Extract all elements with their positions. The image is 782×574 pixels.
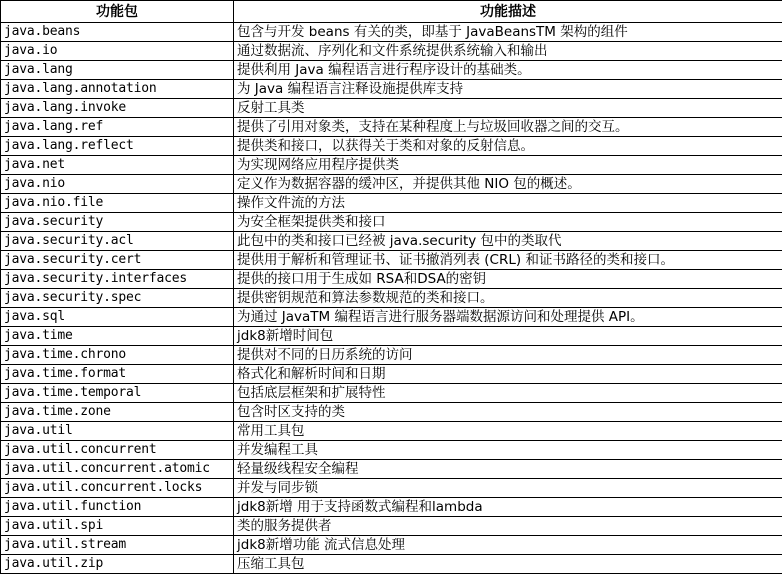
package-description-cell: 为安全框架提供类和接口	[234, 213, 782, 232]
package-description-cell: 为通过 JavaTM 编程语言进行服务器端数据源访问和处理提供 API。	[234, 308, 782, 327]
package-description-cell: jdk8新增时间包	[234, 327, 782, 346]
package-name-cell: java.nio	[1, 175, 234, 194]
package-name-cell: java.security.acl	[1, 232, 234, 251]
package-name-cell: java.security.cert	[1, 251, 234, 270]
package-name-cell: java.util.spi	[1, 517, 234, 536]
package-name-cell: java.security.spec	[1, 289, 234, 308]
package-name-cell: java.util.function	[1, 498, 234, 517]
table-row	[1, 289, 782, 308]
table-row	[1, 403, 782, 422]
table-body	[1, 23, 782, 574]
package-name-cell: java.lang.ref	[1, 118, 234, 137]
package-name-cell: java.time.temporal	[1, 384, 234, 403]
package-description-cell: 为实现网络应用程序提供类	[234, 156, 782, 175]
table-row	[1, 23, 782, 42]
table-row	[1, 422, 782, 441]
table-row	[1, 42, 782, 61]
package-name-cell: java.time.format	[1, 365, 234, 384]
package-description-cell: 包含与开发 beans 有关的类，即基于 JavaBeansTM 架构的组件	[234, 23, 782, 42]
package-name-cell: java.util.concurrent.locks	[1, 479, 234, 498]
table-row	[1, 61, 782, 80]
table-row	[1, 118, 782, 137]
package-description-cell: 定义作为数据容器的缓冲区，并提供其他 NIO 包的概述。	[234, 175, 782, 194]
package-description-cell: 压缩工具包	[234, 555, 782, 574]
table-row	[1, 251, 782, 270]
package-description-cell: 并发编程工具	[234, 441, 782, 460]
package-description-cell: 提供了引用对象类，支持在某种程度上与垃圾回收器之间的交互。	[234, 118, 782, 137]
package-description-cell: 操作文件流的方法	[234, 194, 782, 213]
package-name-cell: java.util.zip	[1, 555, 234, 574]
table-row	[1, 156, 782, 175]
table-row	[1, 175, 782, 194]
table-row	[1, 365, 782, 384]
package-name-cell: java.time.zone	[1, 403, 234, 422]
package-name-cell: java.sql	[1, 308, 234, 327]
package-name-cell: java.security.interfaces	[1, 270, 234, 289]
header-description: 功能描述	[234, 1, 782, 23]
table-row	[1, 137, 782, 156]
package-description-cell: 提供的接口用于生成如 RSA和DSA的密钥	[234, 270, 782, 289]
table-row	[1, 498, 782, 517]
header-row	[1, 1, 782, 23]
table-row	[1, 460, 782, 479]
package-name-cell: java.nio.file	[1, 194, 234, 213]
package-description-cell: 通过数据流、序列化和文件系统提供系统输入和输出	[234, 42, 782, 61]
package-description-cell: 类的服务提供者	[234, 517, 782, 536]
table-row	[1, 99, 782, 118]
table-row	[1, 441, 782, 460]
package-description-cell: 提供密钥规范和算法参数规范的类和接口。	[234, 289, 782, 308]
package-name-cell: java.util.stream	[1, 536, 234, 555]
package-name-cell: java.io	[1, 42, 234, 61]
header-package: 功能包	[1, 1, 234, 23]
table-row	[1, 479, 782, 498]
package-description-cell: 为 Java 编程语言注释设施提供库支持	[234, 80, 782, 99]
package-description-cell: 格式化和解析时间和日期	[234, 365, 782, 384]
table-row	[1, 536, 782, 555]
package-name-cell: java.time.chrono	[1, 346, 234, 365]
table-row	[1, 194, 782, 213]
table-row	[1, 213, 782, 232]
table-row	[1, 80, 782, 99]
package-name-cell: java.lang	[1, 61, 234, 80]
package-description-cell: 此包中的类和接口已经被 java.security 包中的类取代	[234, 232, 782, 251]
table-row	[1, 346, 782, 365]
package-name-cell: java.lang.reflect	[1, 137, 234, 156]
package-description-cell: jdk8新增 用于支持函数式编程和lambda	[234, 498, 782, 517]
package-description-cell: 反射工具类	[234, 99, 782, 118]
package-description-cell: 提供类和接口，以获得关于类和对象的反射信息。	[234, 137, 782, 156]
package-description-cell: 包括底层框架和扩展特性	[234, 384, 782, 403]
table-row	[1, 232, 782, 251]
package-description-cell: 提供利用 Java 编程语言进行程序设计的基础类。	[234, 61, 782, 80]
package-description-cell: jdk8新增功能 流式信息处理	[234, 536, 782, 555]
package-name-cell: java.beans	[1, 23, 234, 42]
package-description-cell: 轻量级线程安全编程	[234, 460, 782, 479]
table-row	[1, 517, 782, 536]
table-row	[1, 308, 782, 327]
package-name-cell: java.util.concurrent	[1, 441, 234, 460]
table-row	[1, 384, 782, 403]
package-name-cell: java.util	[1, 422, 234, 441]
package-description-cell: 并发与同步锁	[234, 479, 782, 498]
package-description-cell: 常用工具包	[234, 422, 782, 441]
package-name-cell: java.security	[1, 213, 234, 232]
package-description-cell: 提供对不同的日历系统的访问	[234, 346, 782, 365]
package-name-cell: java.lang.annotation	[1, 80, 234, 99]
table-row	[1, 327, 782, 346]
package-name-cell: java.util.concurrent.atomic	[1, 460, 234, 479]
package-name-cell: java.net	[1, 156, 234, 175]
package-name-cell: java.time	[1, 327, 234, 346]
package-description-cell: 提供用于解析和管理证书、证书撤消列表 (CRL) 和证书路径的类和接口。	[234, 251, 782, 270]
package-name-cell: java.lang.invoke	[1, 99, 234, 118]
table-row	[1, 270, 782, 289]
package-description-cell: 包含时区支持的类	[234, 403, 782, 422]
